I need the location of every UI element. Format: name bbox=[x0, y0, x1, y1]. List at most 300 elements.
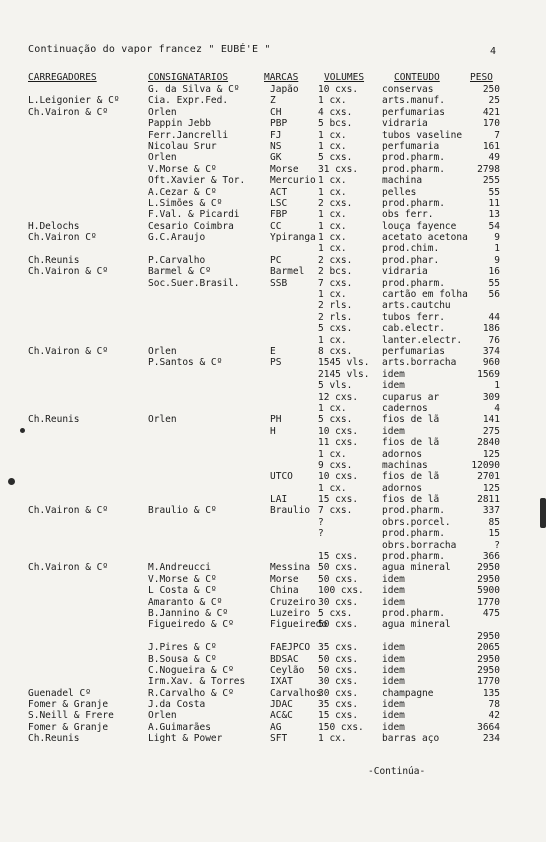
consignatario-cell: R.Carvalho & Cº bbox=[148, 687, 234, 699]
carregador-cell: Ch.Vairon & Cº bbox=[28, 505, 109, 517]
table-row bbox=[0, 369, 546, 380]
table-row bbox=[0, 175, 546, 186]
consignatario-cell: Orlen bbox=[148, 106, 177, 118]
peso-cell: 2811 bbox=[477, 494, 500, 506]
carregador-cell: L.Leigonier & Cº bbox=[28, 95, 120, 107]
conteudo-cell: idem bbox=[382, 676, 405, 688]
volume-cell: 9 cxs. bbox=[318, 459, 353, 471]
conteudo-cell: cadernos bbox=[382, 402, 428, 414]
consignatario-cell: Soc.Suer.Brasil. bbox=[148, 277, 240, 289]
table-row bbox=[0, 266, 546, 277]
volume-cell: 1 cx. bbox=[318, 232, 347, 244]
volume-cell: 50 cxs. bbox=[318, 653, 359, 665]
marca-cell: Ypiranga bbox=[270, 232, 316, 244]
consignatario-cell: J.da Costa bbox=[148, 699, 206, 711]
table-row bbox=[0, 437, 546, 448]
consignatario-cell: V.Morse & Cº bbox=[148, 163, 217, 175]
conteudo-cell: obrs.borracha bbox=[382, 539, 457, 551]
table-row bbox=[0, 392, 546, 403]
consignatario-cell: Figueiredo & Cº bbox=[148, 619, 234, 631]
carregador-cell: Ch.Vairon & Cº bbox=[28, 562, 109, 574]
conteudo-cell: tubos vaseline bbox=[382, 129, 463, 141]
volume-cell: 50 cxs. bbox=[318, 573, 359, 585]
header-carregadores: CARREGADORES bbox=[28, 72, 97, 83]
table-row bbox=[0, 130, 546, 141]
peso-cell: 16 bbox=[488, 266, 500, 278]
consignatario-cell: G.C.Araujo bbox=[148, 232, 206, 244]
consignatario-cell: F.Val. & Picardi bbox=[148, 209, 240, 221]
volume-cell: 35 cxs. bbox=[318, 642, 359, 654]
conteudo-cell: fios de lã bbox=[382, 414, 440, 426]
peso-cell: 421 bbox=[482, 106, 500, 118]
consignatario-cell: Orlen bbox=[148, 345, 177, 357]
conteudo-cell: adornos bbox=[382, 448, 423, 460]
conteudo-cell: perfumarias bbox=[382, 106, 445, 118]
volume-cell: 2 cxs. bbox=[318, 197, 353, 209]
page-title: Continuação do vapor francez " EUBÉ'E " bbox=[28, 44, 271, 55]
conteudo-cell: acetato acetona bbox=[382, 232, 468, 244]
volume-cell: 1 cx. bbox=[318, 334, 347, 346]
volume-cell: 5 cxs. bbox=[318, 607, 353, 619]
volume-cell: 5 cxs. bbox=[318, 414, 353, 426]
table-row bbox=[0, 505, 546, 516]
volume-cell: 1545 vls. bbox=[318, 357, 370, 369]
conteudo-cell: prod.chim. bbox=[382, 243, 440, 255]
consignatario-cell: L Costa & Cº bbox=[148, 585, 217, 597]
peso-cell: 25 bbox=[488, 95, 500, 107]
conteudo-cell: obs ferr. bbox=[382, 209, 434, 221]
peso-cell: 2950 bbox=[477, 653, 500, 665]
consignatario-cell: Orlen bbox=[148, 710, 177, 722]
conteudo-cell: tubos ferr. bbox=[382, 311, 445, 323]
volume-cell: ? bbox=[318, 516, 324, 528]
conteudo-cell: conservas bbox=[382, 84, 434, 95]
table-row bbox=[0, 631, 546, 642]
consignatario-cell: Light & Power bbox=[148, 733, 223, 745]
volume-cell: 50 cxs. bbox=[318, 619, 359, 631]
volume-cell: 1 cx. bbox=[318, 175, 347, 187]
table-row bbox=[0, 733, 546, 744]
conteudo-cell: arts.manuf. bbox=[382, 95, 445, 107]
consignatario-cell: A.Cezar & Cº bbox=[148, 186, 217, 198]
volume-cell: 150 cxs. bbox=[318, 721, 364, 733]
consignatario-cell: C.Nogueira & Cº bbox=[148, 664, 234, 676]
table-row bbox=[0, 107, 546, 118]
volume-cell: 5 cxs. bbox=[318, 152, 353, 164]
conteudo-cell: adornos bbox=[382, 482, 423, 494]
table-row bbox=[0, 187, 546, 198]
peso-cell: 4 bbox=[494, 402, 500, 414]
volume-cell: 15 cxs. bbox=[318, 494, 359, 506]
volume-cell: 1 cx. bbox=[318, 140, 347, 152]
marca-cell: Messina bbox=[270, 562, 311, 574]
marca-cell: Carvalhos bbox=[270, 687, 322, 699]
carregador-cell: Ch.Reunis bbox=[28, 414, 80, 426]
marca-cell: FAEJPCO bbox=[270, 642, 311, 654]
conteudo-cell: obrs.porcel. bbox=[382, 516, 451, 528]
conteudo-cell: prod.pharm. bbox=[382, 607, 445, 619]
conteudo-cell: idem bbox=[382, 653, 405, 665]
table-row bbox=[0, 585, 546, 596]
peso-cell: 2065 bbox=[477, 642, 500, 654]
consignatario-cell: Barmel & Cº bbox=[148, 266, 211, 278]
peso-cell: 255 bbox=[482, 175, 500, 187]
peso-cell: 1770 bbox=[477, 676, 500, 688]
marca-cell: AG bbox=[270, 721, 282, 733]
volume-cell: 10 cxs. bbox=[318, 471, 359, 483]
carregador-cell: Guenadel Cº bbox=[28, 687, 91, 699]
table-row bbox=[0, 574, 546, 585]
table-row bbox=[0, 665, 546, 676]
table-row bbox=[0, 426, 546, 437]
peso-cell: 2950 bbox=[477, 573, 500, 585]
conteudo-cell: fios de lã bbox=[382, 494, 440, 506]
table-row bbox=[0, 95, 546, 106]
consignatario-cell: Cesario Coimbra bbox=[148, 220, 234, 232]
conteudo-cell: idem bbox=[382, 721, 405, 733]
conteudo-cell: idem bbox=[382, 425, 405, 437]
volume-cell: 30 cxs. bbox=[318, 676, 359, 688]
conteudo-cell: perfumaria bbox=[382, 140, 440, 152]
volume-cell: 7 cxs. bbox=[318, 277, 353, 289]
volume-cell: 4 cxs. bbox=[318, 106, 353, 118]
peso-cell: 85 bbox=[488, 516, 500, 528]
peso-cell: 141 bbox=[482, 414, 500, 426]
peso-cell: 9 bbox=[494, 232, 500, 244]
marca-cell: SSB bbox=[270, 277, 288, 289]
table-row bbox=[0, 676, 546, 687]
peso-cell: 1 bbox=[494, 243, 500, 255]
consignatario-cell: Nicolau Srur bbox=[148, 140, 217, 152]
volume-cell: 7 cxs. bbox=[318, 505, 353, 517]
volume-cell: 2 bcs. bbox=[318, 266, 353, 278]
consignatario-cell: A.Guimarães bbox=[148, 721, 211, 733]
peso-cell: 44 bbox=[488, 311, 500, 323]
marca-cell: H bbox=[270, 425, 276, 437]
peso-cell: 170 bbox=[482, 118, 500, 130]
carregador-cell: Ch.Vairon & Cº bbox=[28, 266, 109, 278]
peso-cell: 234 bbox=[482, 733, 500, 745]
table-row bbox=[0, 357, 546, 368]
conteudo-cell: prod.pharm. bbox=[382, 277, 445, 289]
peso-cell: 250 bbox=[482, 84, 500, 95]
table-row bbox=[0, 335, 546, 346]
volume-cell: 30 cxs. bbox=[318, 687, 359, 699]
header-volumes: VOLUMES bbox=[324, 72, 365, 83]
volume-cell: 2 cxs. bbox=[318, 254, 353, 266]
carregador-cell: Ch.Reunis bbox=[28, 733, 80, 745]
volume-cell: 1 cx. bbox=[318, 95, 347, 107]
table-row bbox=[0, 243, 546, 254]
volume-cell: 2 rls. bbox=[318, 300, 353, 312]
volume-cell: 5 vls. bbox=[318, 380, 353, 392]
table-row bbox=[0, 312, 546, 323]
header-conteudo: CONTEUDO bbox=[394, 72, 440, 83]
volume-cell: 1 cx. bbox=[318, 220, 347, 232]
carregador-cell: S.Neill & Frere bbox=[28, 710, 114, 722]
conteudo-cell: prod.pharm. bbox=[382, 528, 445, 540]
conteudo-cell: idem bbox=[382, 664, 405, 676]
table-row bbox=[0, 346, 546, 357]
conteudo-cell: machinas bbox=[382, 459, 428, 471]
peso-cell: 2950 bbox=[477, 664, 500, 676]
peso-cell: 49 bbox=[488, 152, 500, 164]
marca-cell: ACT bbox=[270, 186, 288, 198]
consignatario-cell: P.Carvalho bbox=[148, 254, 206, 266]
conteudo-cell: prod.pharm. bbox=[382, 163, 445, 175]
volume-cell: 1 cx. bbox=[318, 289, 347, 301]
table-row bbox=[0, 449, 546, 460]
volume-cell: 1 cx. bbox=[318, 186, 347, 198]
peso-cell: 161 bbox=[482, 140, 500, 152]
conteudo-cell: fios de lã bbox=[382, 437, 440, 449]
table-row bbox=[0, 654, 546, 665]
table-row bbox=[0, 164, 546, 175]
carregador-cell: Ch.Vairon & Cº bbox=[28, 106, 109, 118]
peso-cell: 337 bbox=[482, 505, 500, 517]
marca-cell: Luzeiro bbox=[270, 607, 311, 619]
conteudo-cell: cab.electr. bbox=[382, 323, 445, 335]
marca-cell: PS bbox=[270, 357, 282, 369]
table-row bbox=[0, 84, 546, 95]
table-row bbox=[0, 483, 546, 494]
consignatario-cell: Braulio & Cº bbox=[148, 505, 217, 517]
conteudo-cell: idem bbox=[382, 699, 405, 711]
table-row bbox=[0, 551, 546, 562]
peso-cell: 13 bbox=[488, 209, 500, 221]
table-row bbox=[0, 198, 546, 209]
peso-cell: 1770 bbox=[477, 596, 500, 608]
volume-cell: 2145 vls. bbox=[318, 368, 370, 380]
marca-cell: CH bbox=[270, 106, 282, 118]
marca-cell: Cruzeiro bbox=[270, 596, 316, 608]
volume-cell: 10 cxs. bbox=[318, 425, 359, 437]
conteudo-cell: prod.pharm. bbox=[382, 551, 445, 563]
peso-cell: 960 bbox=[482, 357, 500, 369]
carregador-cell: Fomer & Granje bbox=[28, 699, 109, 711]
carregador-cell: Fomer & Granje bbox=[28, 721, 109, 733]
marca-cell: LSC bbox=[270, 197, 288, 209]
marca-cell: LAI bbox=[270, 494, 288, 506]
conteudo-cell: idem bbox=[382, 380, 405, 392]
carregador-cell: Ch.Reunis bbox=[28, 254, 80, 266]
marca-cell: Figueiredo bbox=[270, 619, 328, 631]
marca-cell: Z bbox=[270, 95, 276, 107]
volume-cell: 1 cx. bbox=[318, 402, 347, 414]
consignatario-cell: B.Jannino & Cº bbox=[148, 607, 229, 619]
table-row bbox=[0, 323, 546, 334]
volume-cell: 1 cx. bbox=[318, 448, 347, 460]
header-peso: PESO bbox=[470, 72, 493, 83]
peso-cell: 5900 bbox=[477, 585, 500, 597]
consignatario-cell: V.Morse & Cº bbox=[148, 573, 217, 585]
conteudo-cell: idem bbox=[382, 573, 405, 585]
peso-cell: 2798 bbox=[477, 163, 500, 175]
marca-cell: IXAT bbox=[270, 676, 293, 688]
table-row bbox=[0, 528, 546, 539]
peso-cell: 309 bbox=[482, 391, 500, 403]
conteudo-cell: machina bbox=[382, 175, 423, 187]
table-row bbox=[0, 221, 546, 232]
volume-cell: 15 cxs. bbox=[318, 710, 359, 722]
table-row bbox=[0, 722, 546, 733]
conteudo-cell: idem bbox=[382, 596, 405, 608]
conteudo-cell: idem bbox=[382, 368, 405, 380]
continue-note: -Continúa- bbox=[368, 766, 426, 777]
consignatario-cell: Ferr.Jancrelli bbox=[148, 129, 229, 141]
volume-cell: 1 cx. bbox=[318, 209, 347, 221]
peso-cell: 7 bbox=[494, 129, 500, 141]
peso-cell: 56 bbox=[488, 289, 500, 301]
volume-cell: 2 rls. bbox=[318, 311, 353, 323]
conteudo-cell: prod.pharm. bbox=[382, 197, 445, 209]
marca-cell: PH bbox=[270, 414, 282, 426]
consignatario-cell: Irm.Xav. & Torres bbox=[148, 676, 246, 688]
marca-cell: Ceylão bbox=[270, 664, 305, 676]
consignatario-cell: Oft.Xavier & Tor. bbox=[148, 175, 246, 187]
peso-cell: 135 bbox=[482, 687, 500, 699]
volume-cell: 1 cx. bbox=[318, 733, 347, 745]
table-row bbox=[0, 209, 546, 220]
table-row bbox=[0, 699, 546, 710]
marca-cell: PC bbox=[270, 254, 282, 266]
conteudo-cell: lanter.electr. bbox=[382, 334, 463, 346]
volume-cell: 30 cxs. bbox=[318, 596, 359, 608]
peso-cell: 1569 bbox=[477, 368, 500, 380]
peso-cell: 15 bbox=[488, 528, 500, 540]
table-row bbox=[0, 460, 546, 471]
volume-cell: 50 cxs. bbox=[318, 562, 359, 574]
conteudo-cell: agua mineral bbox=[382, 619, 451, 631]
conteudo-cell: arts.borracha bbox=[382, 357, 457, 369]
peso-cell: ? bbox=[494, 539, 500, 551]
conteudo-cell: idem bbox=[382, 585, 405, 597]
conteudo-cell: cuparus ar bbox=[382, 391, 440, 403]
conteudo-cell: idem bbox=[382, 642, 405, 654]
peso-cell: 2701 bbox=[477, 471, 500, 483]
shipment-table bbox=[0, 84, 546, 745]
volume-cell: 15 cxs. bbox=[318, 551, 359, 563]
conteudo-cell: louça fayence bbox=[382, 220, 457, 232]
peso-cell: 55 bbox=[488, 277, 500, 289]
table-row bbox=[0, 278, 546, 289]
marca-cell: Barmel bbox=[270, 266, 305, 278]
conteudo-cell: vidraria bbox=[382, 118, 428, 130]
table-row bbox=[0, 540, 546, 551]
table-row bbox=[0, 289, 546, 300]
table-row bbox=[0, 255, 546, 266]
conteudo-cell: prod.phar. bbox=[382, 254, 440, 266]
table-row bbox=[0, 642, 546, 653]
marca-cell: AC&C bbox=[270, 710, 293, 722]
consignatario-cell: Amaranto & Cº bbox=[148, 596, 223, 608]
volume-cell: 35 cxs. bbox=[318, 699, 359, 711]
peso-cell: 2950 bbox=[477, 630, 500, 642]
marca-cell: PBP bbox=[270, 118, 288, 130]
table-row bbox=[0, 597, 546, 608]
marca-cell: FBP bbox=[270, 209, 288, 221]
peso-cell: 1 bbox=[494, 380, 500, 392]
peso-cell: 2840 bbox=[477, 437, 500, 449]
conteudo-cell: arts.cautchu bbox=[382, 300, 451, 312]
volume-cell: 5 bcs. bbox=[318, 118, 353, 130]
marca-cell: Morse bbox=[270, 163, 299, 175]
consignatario-cell: L.Simões & Cº bbox=[148, 197, 223, 209]
header-marcas: MARCAS bbox=[264, 72, 299, 83]
marca-cell: Japão bbox=[270, 84, 299, 95]
table-row bbox=[0, 710, 546, 721]
marca-cell: Mercurio bbox=[270, 175, 316, 187]
marca-cell: China bbox=[270, 585, 299, 597]
peso-cell: 186 bbox=[482, 323, 500, 335]
volume-cell: 100 cxs. bbox=[318, 585, 364, 597]
peso-cell: 76 bbox=[488, 334, 500, 346]
conteudo-cell: prod.pharm. bbox=[382, 505, 445, 517]
volume-cell: 10 cxs. bbox=[318, 84, 359, 95]
table-row bbox=[0, 562, 546, 573]
table-row bbox=[0, 380, 546, 391]
peso-cell: 11 bbox=[488, 197, 500, 209]
carregador-cell: H.Delochs bbox=[28, 220, 80, 232]
table-row bbox=[0, 118, 546, 129]
peso-cell: 374 bbox=[482, 345, 500, 357]
consignatario-cell: Pappin Jebb bbox=[148, 118, 211, 130]
consignatario-cell: J.Pires & Cº bbox=[148, 642, 217, 654]
conteudo-cell: idem bbox=[382, 710, 405, 722]
conteudo-cell: cartão em folha bbox=[382, 289, 468, 301]
ink-blot bbox=[540, 498, 546, 528]
marca-cell: NS bbox=[270, 140, 282, 152]
consignatario-cell: B.Sousa & Cº bbox=[148, 653, 217, 665]
table-row bbox=[0, 232, 546, 243]
volume-cell: 11 cxs. bbox=[318, 437, 359, 449]
table-row bbox=[0, 688, 546, 699]
peso-cell: 125 bbox=[482, 448, 500, 460]
volume-cell: 8 cxs. bbox=[318, 345, 353, 357]
consignatario-cell: Orlen bbox=[148, 414, 177, 426]
ink-blot bbox=[8, 478, 15, 485]
consignatario-cell: Cia. Expr.Fed. bbox=[148, 95, 229, 107]
peso-cell: 125 bbox=[482, 482, 500, 494]
peso-cell: 54 bbox=[488, 220, 500, 232]
peso-cell: 9 bbox=[494, 254, 500, 266]
marca-cell: Morse bbox=[270, 573, 299, 585]
peso-cell: 3664 bbox=[477, 721, 500, 733]
consignatario-cell: G. da Silva & Cº bbox=[148, 84, 240, 95]
volume-cell: 50 cxs. bbox=[318, 664, 359, 676]
table-row bbox=[0, 300, 546, 311]
marca-cell: FJ bbox=[270, 129, 282, 141]
conteudo-cell: champagne bbox=[382, 687, 434, 699]
consignatario-cell: Orlen bbox=[148, 152, 177, 164]
peso-cell: 275 bbox=[482, 425, 500, 437]
table-row bbox=[0, 414, 546, 425]
conteudo-cell: barras aço bbox=[382, 733, 440, 745]
header-consignatarios: CONSIGNATARIOS bbox=[148, 72, 229, 83]
conteudo-cell: prod.pharm. bbox=[382, 152, 445, 164]
ink-blot bbox=[20, 428, 25, 433]
conteudo-cell: vidraria bbox=[382, 266, 428, 278]
peso-cell: 12090 bbox=[471, 459, 500, 471]
table-row bbox=[0, 403, 546, 414]
volume-cell: 1 cx. bbox=[318, 243, 347, 255]
conteudo-cell: perfumarias bbox=[382, 345, 445, 357]
peso-cell: 55 bbox=[488, 186, 500, 198]
conteudo-cell: pelles bbox=[382, 186, 417, 198]
carregador-cell: Ch.Vairon Cº bbox=[28, 232, 97, 244]
marca-cell: SFT bbox=[270, 733, 288, 745]
marca-cell: GK bbox=[270, 152, 282, 164]
